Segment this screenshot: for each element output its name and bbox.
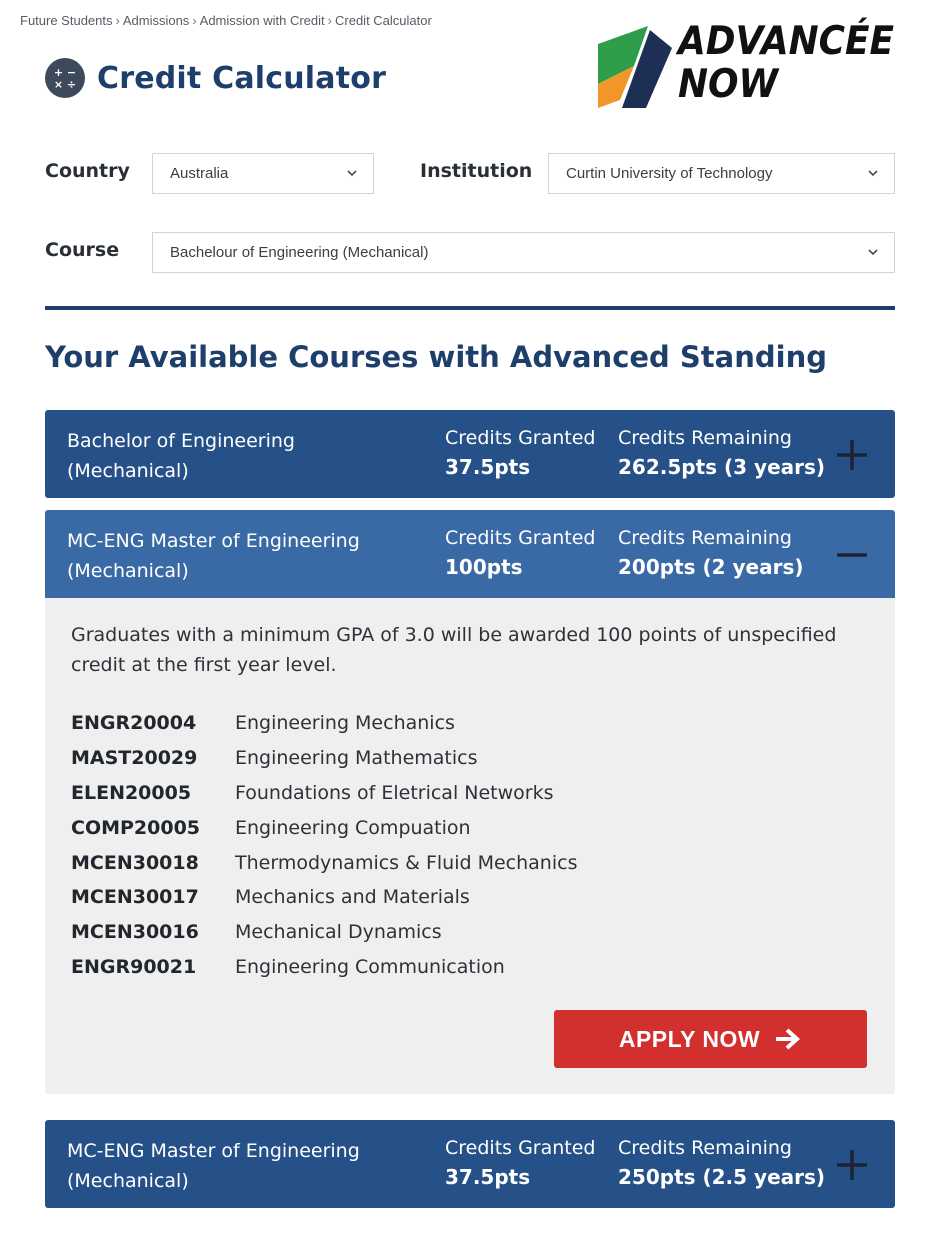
unit-row	[71, 741, 577, 776]
unit-row	[71, 706, 577, 741]
unit-row	[71, 915, 577, 950]
breadcrumb-separator: ›	[192, 13, 197, 28]
unit-code: MCEN30017	[71, 886, 199, 909]
breadcrumb-future-students[interactable]: Future Students	[20, 13, 113, 28]
unit-name: Engineering Communication	[235, 955, 505, 978]
calculator-icon	[45, 58, 85, 98]
chevron-down-icon	[866, 245, 880, 259]
unit-name: Mechanics and Materials	[235, 886, 470, 909]
page-title: Credit Calculator	[97, 60, 387, 96]
unit-list	[71, 706, 577, 984]
unit-name: Foundations of Eletrical Networks	[235, 781, 554, 804]
calc-plus-symbol: +	[53, 65, 64, 79]
apply-now-button[interactable]	[554, 1010, 867, 1068]
credits-granted-value: 100pts	[445, 555, 523, 579]
page-header	[45, 58, 386, 98]
plus-icon[interactable]	[835, 438, 869, 472]
credits-remaining-value: 250pts (2.5 years)	[618, 1165, 826, 1189]
unit-code: COMP20005	[71, 816, 201, 839]
unit-row	[71, 810, 577, 845]
logo-line-2: NOW	[678, 62, 779, 107]
plus-icon[interactable]	[835, 1148, 869, 1182]
course-label: Course	[45, 239, 120, 261]
arrow-right-icon	[774, 1028, 802, 1050]
breadcrumb-admissions[interactable]: Admissions	[122, 13, 190, 28]
course-name: Bachelor of Engineering (Mechanical)	[67, 430, 295, 482]
course-name: MC-ENG Master of Engineering (Mechanical)	[67, 530, 360, 582]
credits-remaining-label: Credits Remaining	[618, 1137, 792, 1159]
unit-code: MCEN30016	[71, 921, 199, 944]
apply-now-label: APPLY NOW	[618, 1025, 761, 1052]
unit-code: MCEN30018	[71, 851, 199, 874]
logo-line-1: ADVANCÉE	[678, 19, 895, 64]
chevron-down-icon	[866, 166, 880, 180]
breadcrumb-separator: ›	[327, 13, 332, 28]
breadcrumb	[20, 13, 432, 28]
country-label: Country	[45, 160, 130, 182]
breadcrumb-credit-calculator: Credit Calculator	[335, 13, 432, 28]
unit-row	[71, 880, 577, 915]
minus-icon[interactable]	[835, 538, 869, 572]
credits-remaining-value: 262.5pts (3 years)	[618, 455, 826, 479]
institution-select[interactable]	[548, 153, 895, 194]
course-accordion-header[interactable]	[45, 1120, 895, 1208]
institution-label: Institution	[420, 160, 533, 182]
institution-select-value: Curtin University of Technology	[566, 165, 773, 182]
unit-code: MAST20029	[71, 747, 198, 770]
calc-minus-symbol: −	[66, 65, 77, 79]
logo-mark-icon	[598, 26, 672, 108]
credits-granted-value: 37.5pts	[445, 1165, 531, 1189]
country-select[interactable]	[152, 153, 374, 194]
unit-row	[71, 776, 577, 811]
unit-name: Engineering Mechanics	[235, 712, 455, 735]
breadcrumb-separator: ›	[115, 13, 120, 28]
calc-times-symbol: ×	[53, 77, 64, 91]
course-accordion-header[interactable]	[45, 410, 895, 498]
advancee-now-logo	[598, 19, 895, 112]
unit-name: Thermodynamics & Fluid Mechanics	[235, 851, 578, 874]
unit-code: ENGR90021	[71, 955, 197, 978]
credits-granted-label: Credits Granted	[445, 427, 596, 449]
course-detail-panel	[45, 598, 895, 1094]
logo-wordmark	[678, 20, 894, 106]
unit-name: Engineering Mathematics	[235, 747, 478, 770]
section-title: Your Available Courses with Advanced Standing	[45, 340, 827, 374]
country-select-value: Australia	[170, 165, 229, 182]
unit-code: ELEN20005	[71, 781, 192, 804]
credits-granted-value: 37.5pts	[445, 455, 531, 479]
unit-code: ENGR20004	[71, 712, 197, 735]
credits-remaining-label: Credits Remaining	[618, 427, 792, 449]
credits-remaining-value: 200pts (2 years)	[618, 555, 804, 579]
credit-description: Graduates with a minimum GPA of 3.0 will be awarded 100 points of unspecified credit at the first year level.	[71, 624, 837, 676]
course-select-value: Bachelour of Engineering (Mechanical)	[170, 244, 429, 261]
chevron-down-icon	[345, 166, 359, 180]
course-accordion-header[interactable]	[45, 510, 895, 598]
course-name: MC-ENG Master of Engineering (Mechanical)	[67, 1140, 360, 1192]
unit-name: Mechanical Dynamics	[235, 921, 442, 944]
credits-remaining-label: Credits Remaining	[618, 527, 792, 549]
breadcrumb-admission-with-credit[interactable]: Admission with Credit	[199, 13, 325, 28]
unit-row	[71, 845, 577, 880]
unit-name: Engineering Compuation	[235, 816, 471, 839]
calc-divide-symbol: ÷	[66, 77, 77, 91]
section-divider	[45, 306, 895, 310]
course-select[interactable]	[152, 232, 895, 273]
credits-granted-label: Credits Granted	[445, 1137, 596, 1159]
unit-row	[71, 950, 577, 985]
credits-granted-label: Credits Granted	[445, 527, 596, 549]
